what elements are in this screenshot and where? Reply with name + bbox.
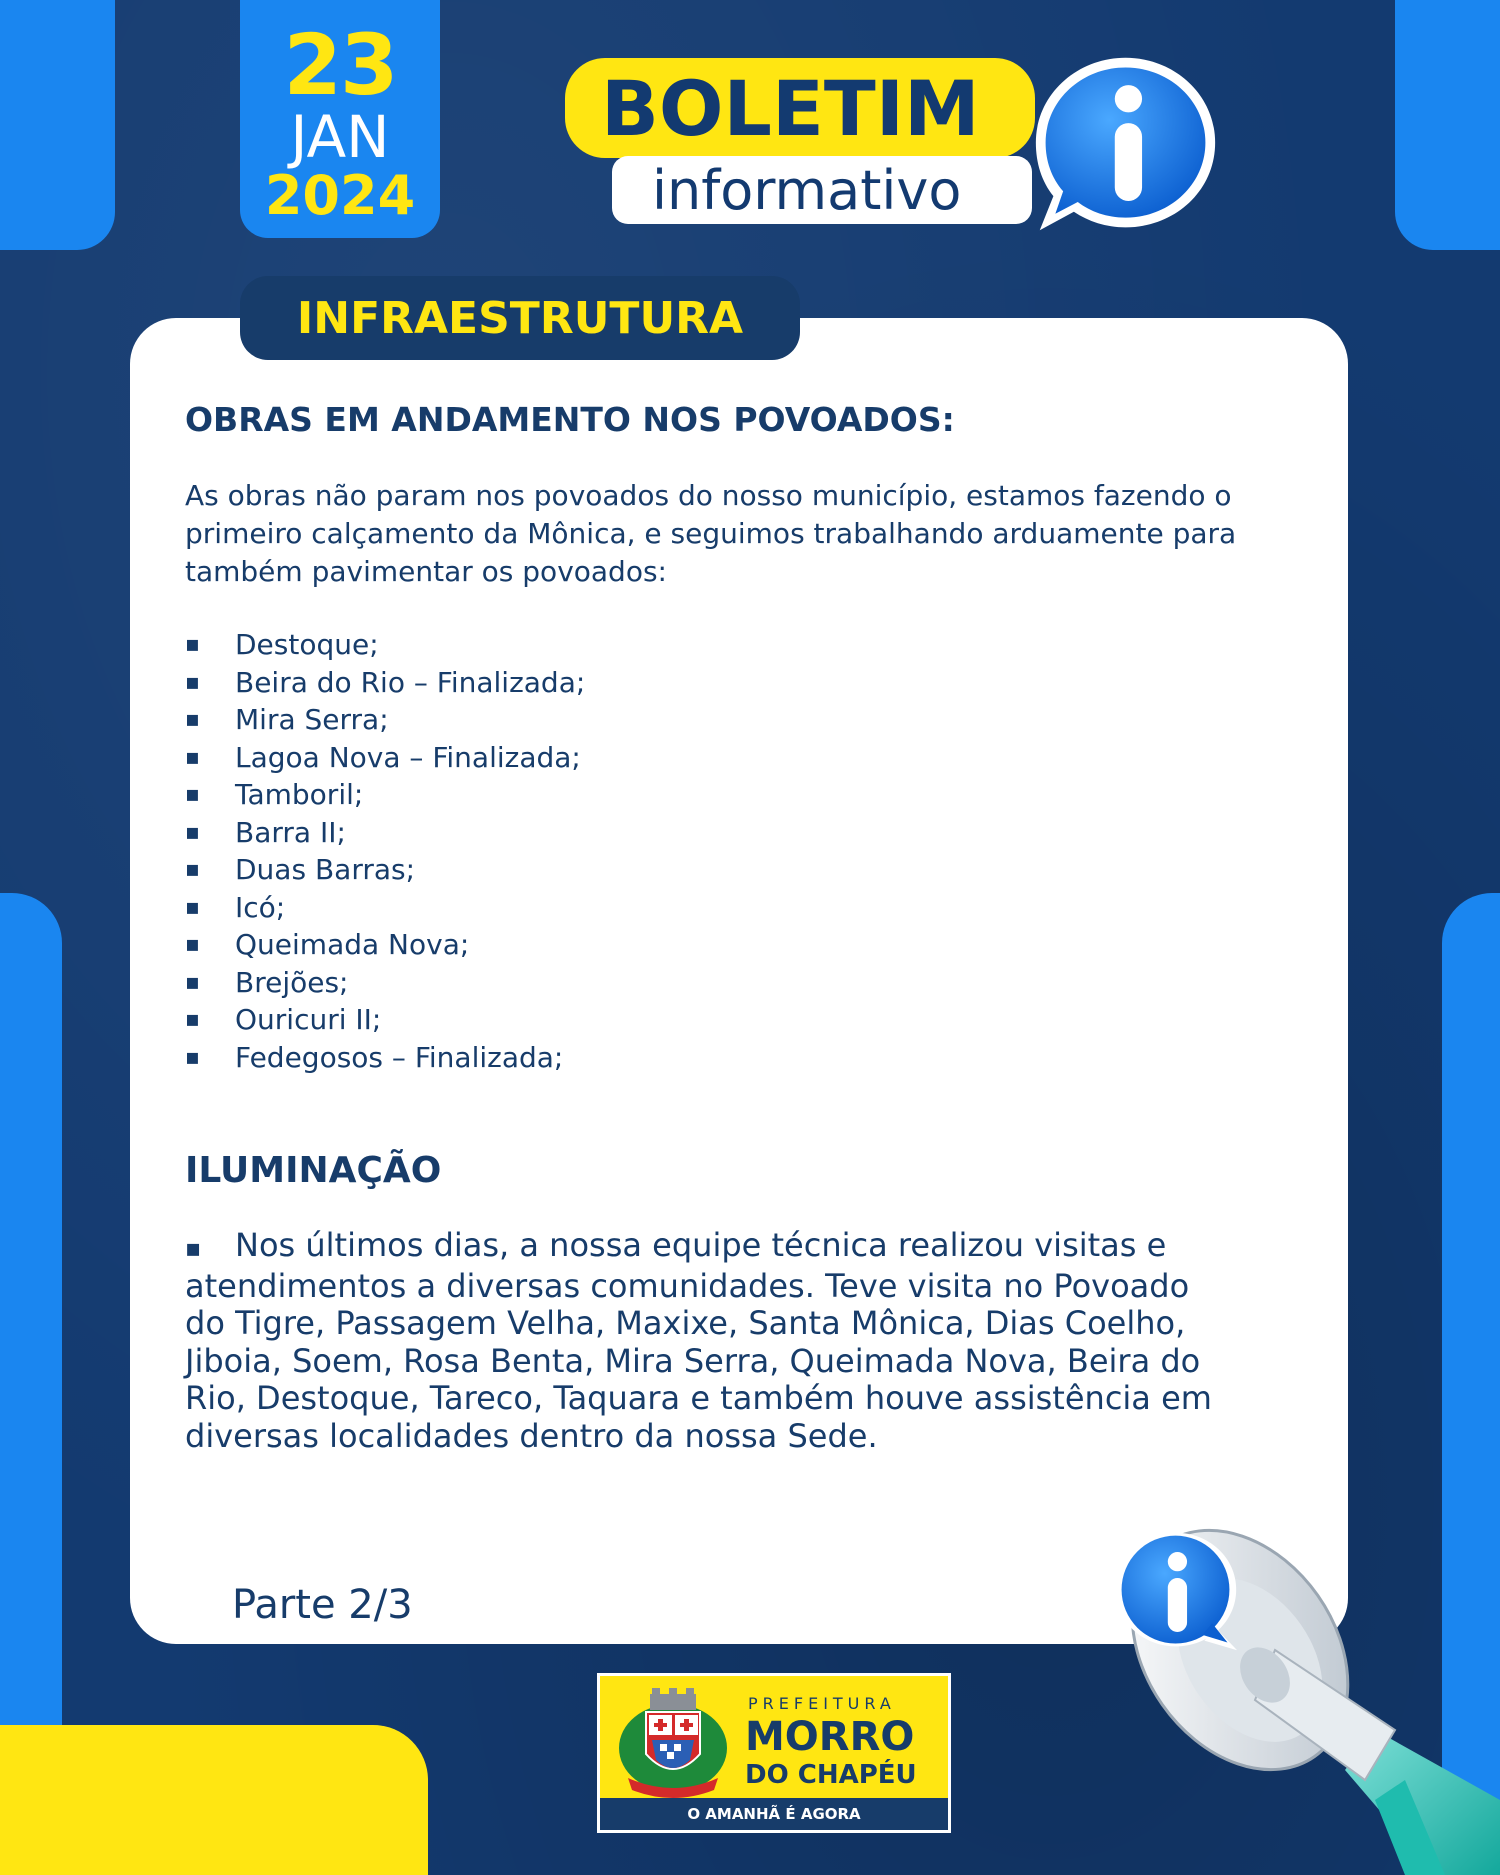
decor-block-top-left — [0, 0, 115, 250]
list-item — [185, 889, 585, 927]
logo-prefeitura-label: PREFEITURA — [748, 1694, 896, 1713]
section-tab — [240, 276, 800, 360]
list-item — [185, 776, 585, 814]
date-day: 23 — [283, 16, 397, 114]
bullet-icon: ▪ — [185, 969, 200, 995]
list-item-text: Lagoa Nova – Finalizada; — [235, 740, 581, 774]
iluminacao-paragraph — [185, 1227, 1235, 1455]
info-icon — [1028, 50, 1223, 240]
list-item-text: Beira do Rio – Finalizada; — [235, 665, 586, 699]
date-year: 2024 — [264, 164, 416, 227]
bullet-icon: ▪ — [185, 669, 200, 695]
logo-city-name-line1: MORRO — [745, 1714, 915, 1760]
povoados-list — [185, 626, 585, 1076]
bullet-icon: ▪ — [185, 1234, 202, 1262]
list-item-text: Fedegosos – Finalizada; — [235, 1040, 564, 1074]
bullet-icon: ▪ — [185, 632, 200, 657]
part-indicator: Parte 2/3 — [232, 1582, 413, 1628]
bullet-icon: ▪ — [185, 932, 200, 957]
bullet-icon: ▪ — [185, 894, 200, 920]
list-item-text: Duas Barras; — [235, 853, 416, 886]
bullet-icon: ▪ — [185, 1007, 200, 1032]
bullet-icon: ▪ — [185, 782, 200, 807]
section-title: INFRAESTRUTURA — [296, 292, 744, 344]
page-title: BOLETIM — [601, 63, 980, 153]
coat-of-arms-icon — [614, 1686, 732, 1798]
bullet-icon: ▪ — [185, 1044, 200, 1070]
page-subtitle: informativo — [652, 158, 962, 222]
list-item-text: Brejões; — [235, 965, 349, 999]
list-item — [185, 851, 585, 889]
iluminacao-heading: ILUMINAÇÃO — [185, 1150, 442, 1191]
list-item-text: Destoque; — [235, 628, 379, 661]
date-badge — [240, 0, 440, 238]
bullet-icon: ▪ — [185, 857, 200, 882]
title-banner — [565, 58, 1035, 158]
obras-heading: OBRAS EM ANDAMENTO NOS POVOADOS: — [185, 400, 955, 439]
list-item — [185, 664, 585, 702]
info-icon — [1108, 1527, 1243, 1657]
list-item — [185, 814, 585, 852]
date-month: JAN — [290, 103, 390, 171]
prefeitura-logo — [597, 1673, 951, 1833]
decor-block-yellow — [0, 1725, 428, 1875]
list-item-text: Ouricuri II; — [235, 1003, 382, 1036]
logo-slogan: O AMANHÃ É AGORA — [687, 1805, 861, 1823]
list-item-text: Tamboril; — [235, 778, 364, 811]
iluminacao-text: Nos últimos dias, a nossa equipe técnica realizou visitas e atendimentos a diversas comunidades. Teve visita no Povoado do Tigre, Passagem Velha, Maxixe, Santa Mônica, Dias Coelho, Jiboia, Soem, Rosa Benta, Mira Serra, Queimada Nova, Beira do Rio, Destoque, Tareco, Taquara e também houve assistência em diversas localidades dentro da nossa Sede. — [185, 1226, 1212, 1455]
list-item — [185, 701, 585, 739]
bullet-icon: ▪ — [185, 707, 200, 732]
logo-slogan-bar — [600, 1798, 948, 1830]
decor-block-top-right — [1395, 0, 1500, 250]
bullet-icon: ▪ — [185, 744, 200, 770]
list-item-text: Icó; — [235, 890, 286, 924]
list-item-text: Mira Serra; — [235, 703, 389, 736]
list-item — [185, 1001, 585, 1039]
subtitle-banner — [612, 156, 1032, 224]
logo-city-name-line2: DO CHAPÉU — [745, 1760, 917, 1790]
obras-intro: As obras não param nos povoados do nosso município, estamos fazendo o primeiro calçamento da Mônica, e seguimos trabalhando arduamente para também pavimentar os povoados: — [185, 479, 1237, 588]
list-item-text: Queimada Nova; — [235, 928, 470, 961]
list-item — [185, 926, 585, 964]
list-item — [185, 1039, 585, 1077]
list-item — [185, 739, 585, 777]
list-item-text: Barra II; — [235, 815, 346, 849]
list-item — [185, 626, 585, 664]
list-item — [185, 964, 585, 1002]
bullet-icon: ▪ — [185, 819, 200, 845]
